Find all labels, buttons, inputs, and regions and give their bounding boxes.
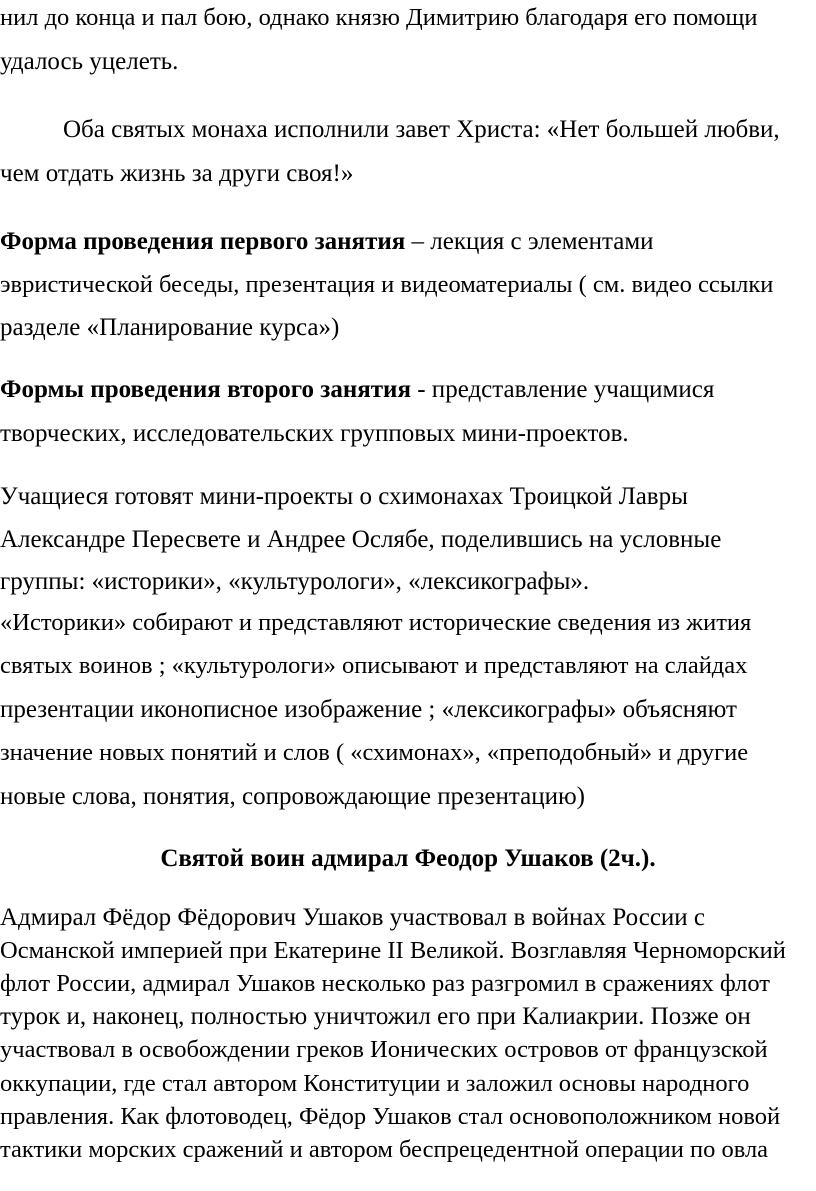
paragraph-line: Учащиеся готовят мини-проекты о схимонахах Троицкой Лавры — [0, 483, 688, 510]
paragraph-line: Османской империей при Екатерине II Великой. Возглавляя Черноморский — [0, 937, 786, 964]
section-heading: Святой воин адмирал Феодор Ушаков (2ч.). — [160, 845, 656, 872]
bold-label: Формы проведения второго занятия — [0, 376, 411, 403]
paragraph-line: участвовал в освобождении греков Ионических островов от французской — [0, 1036, 768, 1063]
paragraph-line: святых воинов ; «культурологи» описывают и представляют на слайдах — [0, 652, 748, 679]
paragraph-line: чем отдать жизнь за други своя!» — [0, 160, 354, 187]
paragraph-line: значение новых понятий и слов ( «схимонах», «преподобный» и другие — [0, 739, 749, 766]
bold-label: Форма проведения первого занятия — [0, 228, 406, 255]
paragraph-text: – лекция с элементами — [405, 228, 654, 255]
paragraph-line: Оба святых монаха исполнили завет Христа: «Нет большей любви, — [63, 116, 780, 143]
paragraph-line: разделе «Планирование курса») — [0, 314, 340, 341]
paragraph-line: «Историки» собирают и представляют исторические сведения из жития — [0, 609, 752, 636]
paragraph-line: Александре Пересвете и Андрее Ослябе, поделившись на условные — [0, 526, 722, 553]
paragraph-line: удалось уцелеть. — [0, 48, 179, 75]
paragraph-line: Адмирал Фёдор Фёдорович Ушаков участвовал в войнах России с — [0, 904, 706, 931]
paragraph-line: флот России, адмирал Ушаков несколько раз разгромил в сражениях флот — [0, 970, 770, 997]
paragraph-line — [0, 375, 714, 405]
paragraph-line: нил до конца и пал бою, однако князю Димитрию благодаря его помощи — [0, 4, 758, 31]
paragraph-line: презентации иконописное изображение ; «лексикографы» объясняют — [0, 696, 737, 723]
paragraph-line: тактики морских сражений и автором беспрецедентной операции по овла — [0, 1136, 769, 1163]
paragraph-line: турок и, наконец, полностью уничтожил его при Калиакрии. Позже он — [0, 1003, 751, 1030]
paragraph-line: группы: «историки», «культурологи», «лексикографы». — [0, 568, 590, 595]
paragraph-line: правления. Как флотоводец, Фёдор Ушаков стал основоположником новой — [0, 1103, 781, 1130]
paragraph-line: творческих, исследовательских групповых мини-проектов. — [0, 420, 629, 447]
paragraph-line: эвристической беседы, презентация и видеоматериалы ( см. видео ссылки — [0, 271, 774, 298]
paragraph-line — [0, 227, 654, 257]
paragraph-line: оккупации, где стал автором Конституции и заложил основы народного — [0, 1070, 750, 1097]
paragraph-text: - представление учащимися — [410, 376, 715, 403]
paragraph-line: новые слова, понятия, сопровождающие презентацию) — [0, 783, 585, 810]
